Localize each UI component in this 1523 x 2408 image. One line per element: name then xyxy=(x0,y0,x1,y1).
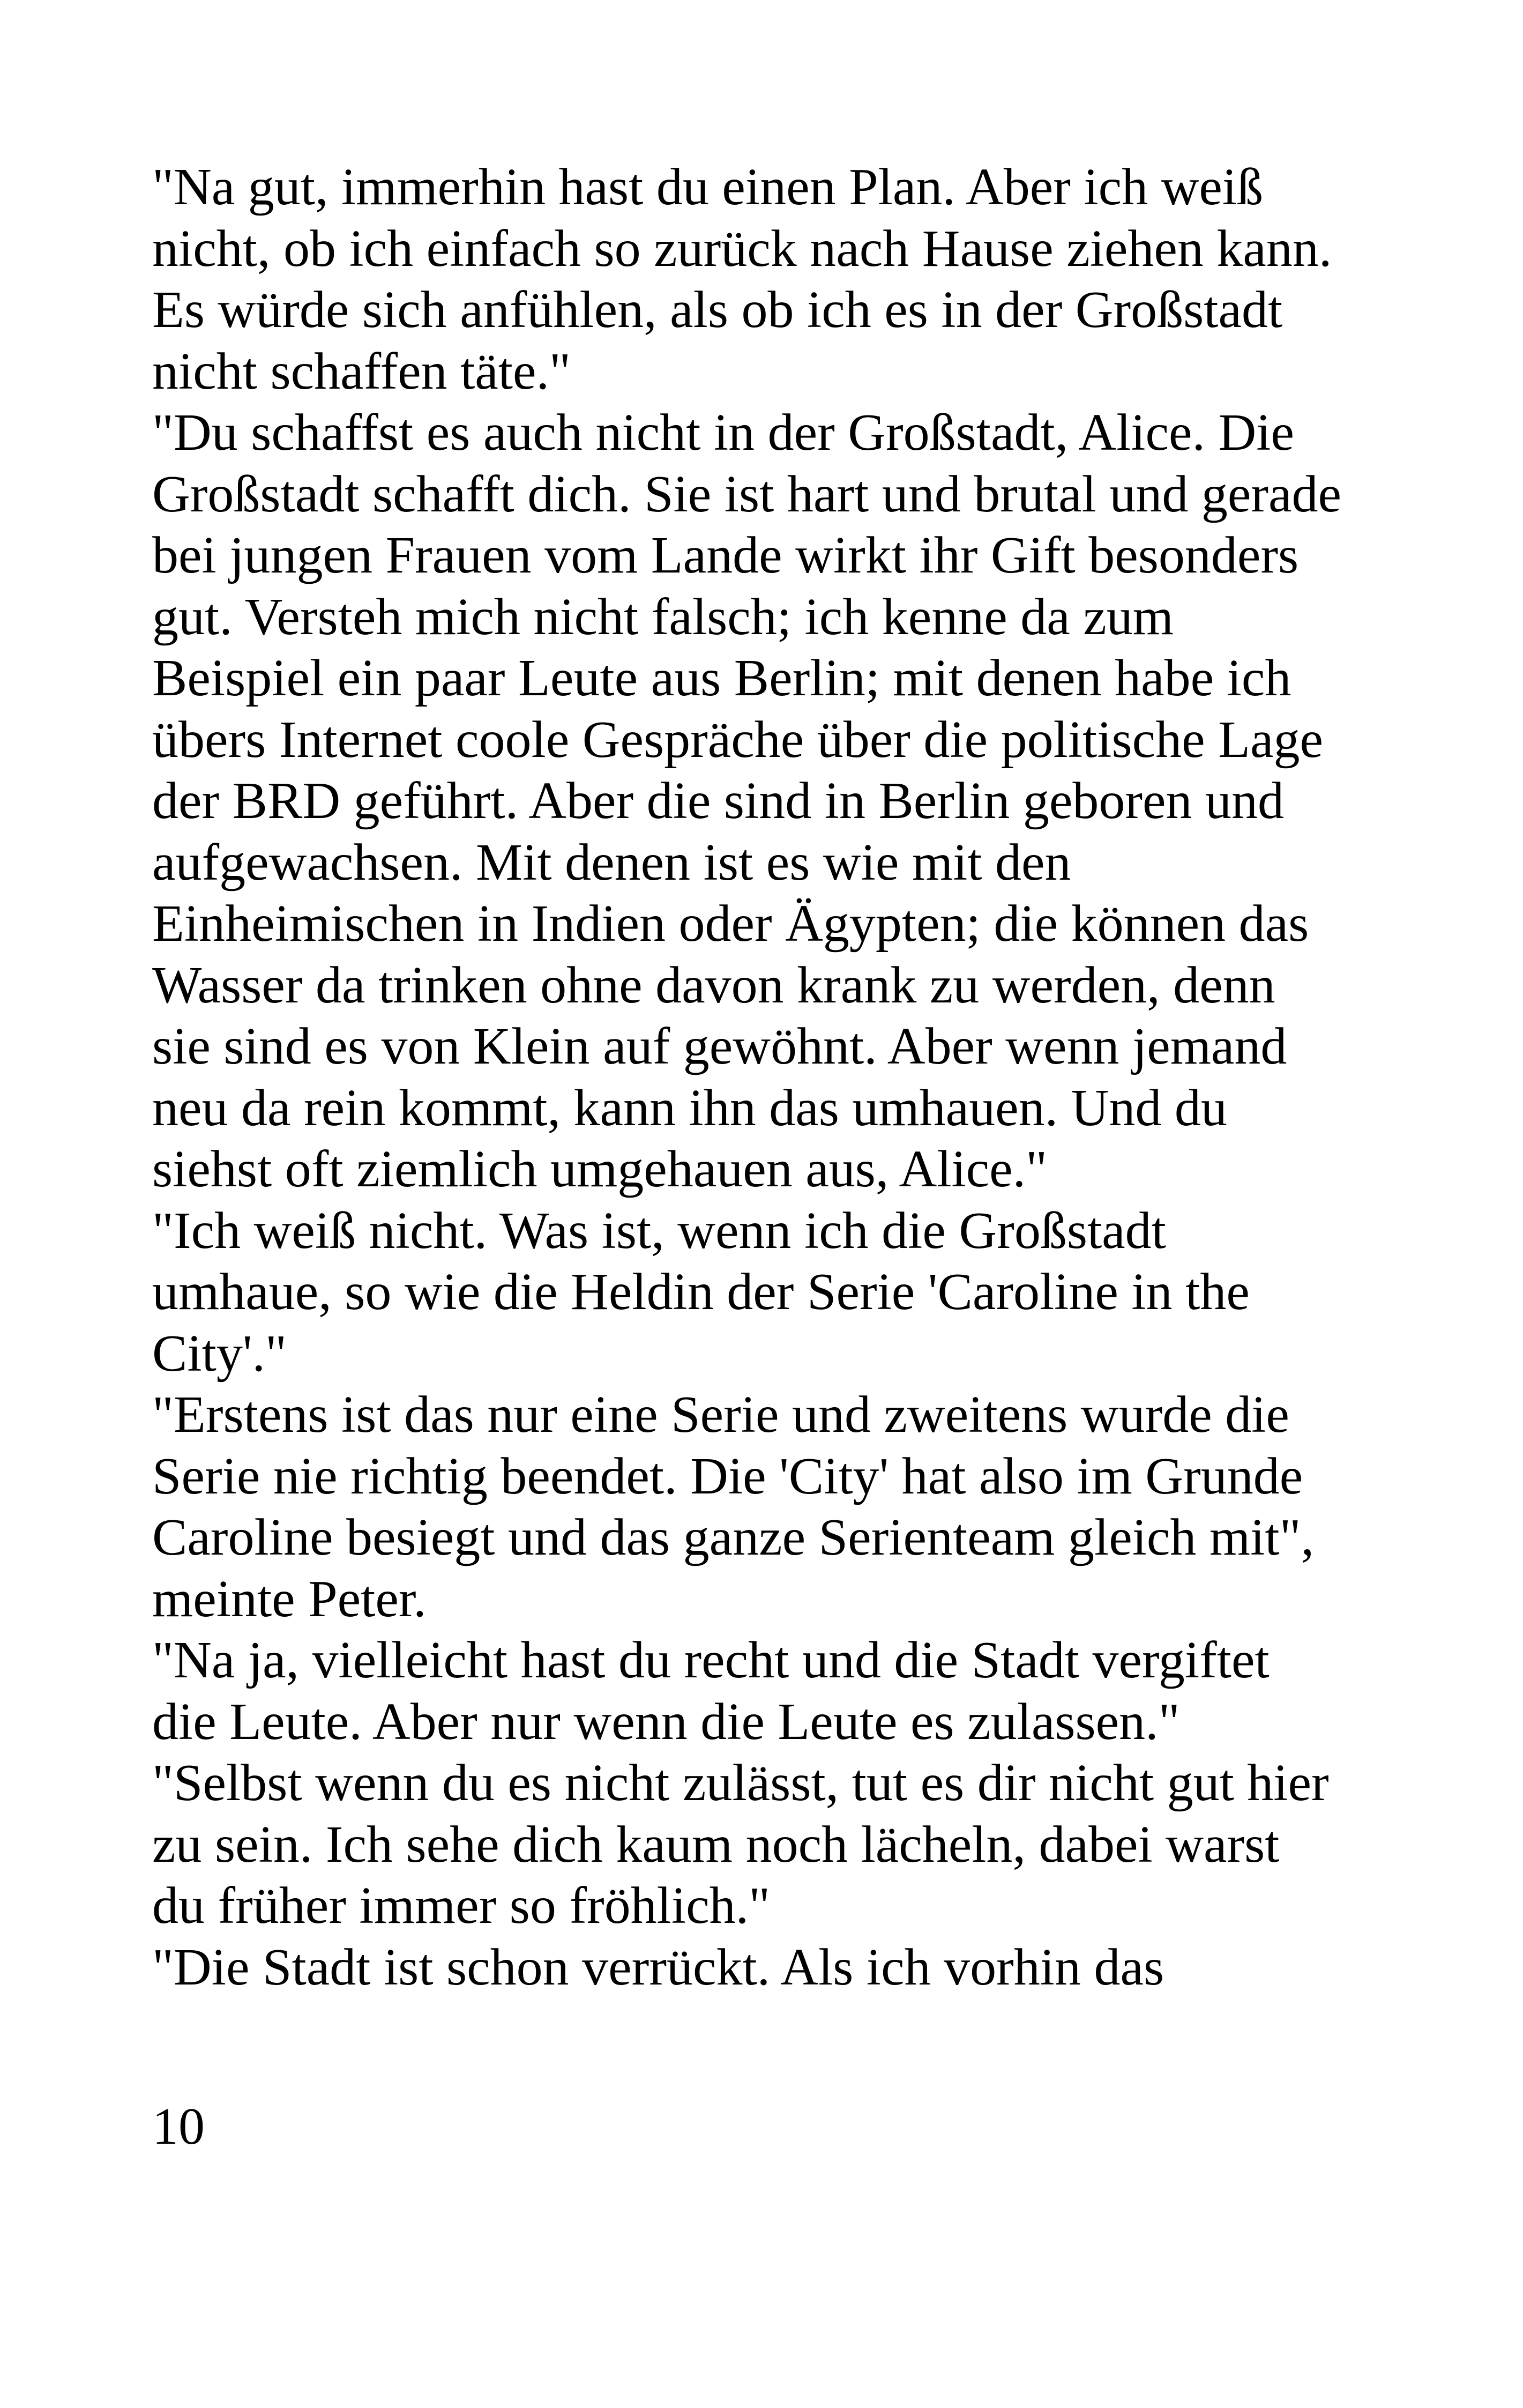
text-line: bei jungen Frauen vom Lande wirkt ihr Gift besonders xyxy=(152,526,1299,584)
text-line: Großstadt schafft dich. Sie ist hart und brutal und gerade xyxy=(152,465,1341,523)
text-line: übers Internet coole Gespräche über die politische Lage xyxy=(152,710,1323,769)
text-line: "Du schaffst es auch nicht in der Großstadt, Alice. Die xyxy=(152,404,1295,462)
text-line: meinte Peter. xyxy=(152,1570,427,1628)
text-line: die Leute. Aber nur wenn die Leute es zulassen." xyxy=(152,1692,1180,1751)
text-line: Wasser da trinken ohne davon krank zu werden, denn xyxy=(152,956,1275,1014)
text-line: umhaue, so wie die Heldin der Serie 'Caroline in the xyxy=(152,1263,1250,1321)
text-line: sie sind es von Klein auf gewöhnt. Aber wenn jemand xyxy=(152,1017,1287,1075)
text-line: neu da rein kommt, kann ihn das umhauen. Und du xyxy=(152,1079,1227,1137)
text-line: Es würde sich anfühlen, als ob ich es in der Großstadt xyxy=(152,281,1283,339)
text-line: aufgewachsen. Mit denen ist es wie mit den xyxy=(152,833,1071,891)
text-line: siehst oft ziemlich umgehauen aus, Alice." xyxy=(152,1140,1048,1198)
text-line: nicht, ob ich einfach so zurück nach Hause ziehen kann. xyxy=(152,219,1332,278)
text-line: Einheimischen in Indien oder Ägypten; die können das xyxy=(152,895,1309,953)
text-line: du früher immer so fröhlich." xyxy=(152,1877,771,1935)
body-text xyxy=(152,157,1395,1998)
text-line: City'." xyxy=(152,1324,287,1383)
text-line: "Na gut, immerhin hast du einen Plan. Aber ich weiß xyxy=(152,158,1264,216)
text-line: der BRD geführt. Aber die sind in Berlin geboren und xyxy=(152,772,1285,830)
page-number: 10 xyxy=(152,2098,205,2156)
text-line: Serie nie richtig beendet. Die 'City' hat also im Grunde xyxy=(152,1447,1303,1505)
text-line: Caroline besiegt und das ganze Serienteam gleich mit", xyxy=(152,1508,1315,1566)
text-line: zu sein. Ich sehe dich kaum noch lächeln, dabei warst xyxy=(152,1815,1280,1874)
text-line: "Die Stadt ist schon verrückt. Als ich vorhin das xyxy=(152,1938,1164,1996)
text-line: Beispiel ein paar Leute aus Berlin; mit denen habe ich xyxy=(152,649,1291,707)
text-line: "Na ja, vielleicht hast du recht und die Stadt vergiftet xyxy=(152,1631,1270,1689)
text-line: gut. Versteh mich nicht falsch; ich kenne da zum xyxy=(152,588,1174,646)
text-line: "Ich weiß nicht. Was ist, wenn ich die Großstadt xyxy=(152,1201,1166,1260)
text-line: "Selbst wenn du es nicht zulässt, tut es dir nicht gut hier xyxy=(152,1754,1329,1812)
text-line: nicht schaffen täte." xyxy=(152,342,571,400)
text-line: "Erstens ist das nur eine Serie und zweitens wurde die xyxy=(152,1386,1289,1444)
